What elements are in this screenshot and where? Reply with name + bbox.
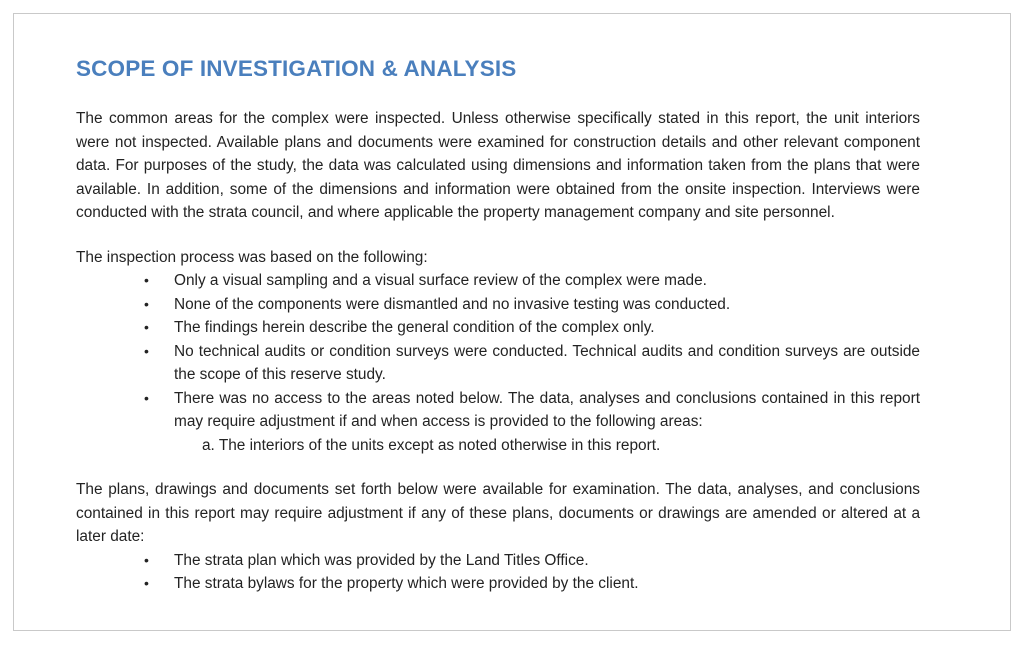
list-item-label: No technical audits or condition surveys were conducted. Technical audits and condition surveys are outside the scope of this reserve study. bbox=[174, 342, 920, 383]
bullet-icon: • bbox=[144, 342, 149, 359]
process-bullet-list bbox=[76, 269, 920, 434]
list-item bbox=[76, 293, 920, 317]
list-item-label: The findings herein describe the general condition of the complex only. bbox=[174, 319, 655, 336]
page-title: SCOPE OF INVESTIGATION & ANALYSIS bbox=[76, 56, 517, 81]
list-item bbox=[76, 572, 920, 596]
spacer bbox=[76, 457, 920, 478]
list-item bbox=[76, 387, 920, 434]
spacer bbox=[76, 225, 920, 246]
bullet-icon: • bbox=[144, 319, 149, 335]
plans-lead-in-paragraph: The plans, drawings and documents set forth below were available for examination. The data, analyses, and conclusions contained in this report may require adjustment if any of these plans, documents or drawings are amended or altered at a later date: bbox=[76, 481, 920, 545]
list-item bbox=[76, 340, 920, 387]
list-item-label: None of the components were dismantled and no invasive testing was conducted. bbox=[174, 295, 731, 313]
bullet-icon: • bbox=[144, 551, 149, 568]
spacer bbox=[76, 84, 920, 107]
process-lead-in-paragraph: The inspection process was based on the following: bbox=[76, 248, 428, 266]
bullet-icon: • bbox=[144, 575, 149, 591]
list-item-label: The strata bylaws for the property which were provided by the client. bbox=[174, 575, 639, 592]
document-content bbox=[76, 54, 920, 596]
list-item bbox=[76, 269, 920, 293]
sub-list-item: a. The interiors of the units except as noted otherwise in this report. bbox=[202, 436, 661, 454]
bullet-icon: • bbox=[144, 295, 149, 312]
page-border-frame bbox=[13, 13, 1011, 631]
plans-bullet-list bbox=[76, 549, 920, 596]
intro-paragraph: The common areas for the complex were inspected. Unless otherwise specifically stated in this report, the unit interiors were not inspected. Available plans and documents were examined for construction details and other relevant component data. For purposes of the study, the data was calculated using dimensions and information taken from the plans that were available. In addition, some of the dimensions and information were obtained from the onsite inspection. Interviews were conducted with the strata council, and where applicable the property management company and site personnel. bbox=[76, 110, 920, 221]
list-item bbox=[76, 316, 920, 340]
list-item bbox=[76, 549, 920, 573]
list-item-label: The strata plan which was provided by the Land Titles Office. bbox=[174, 551, 589, 569]
list-item-label: There was no access to the areas noted below. The data, analyses and conclusions contained in this report may require adjustment if and when access is provided to the following areas: bbox=[174, 389, 920, 430]
bullet-icon: • bbox=[144, 389, 149, 406]
list-item-label: Only a visual sampling and a visual surface review of the complex were made. bbox=[174, 272, 707, 289]
bullet-icon: • bbox=[144, 272, 149, 288]
